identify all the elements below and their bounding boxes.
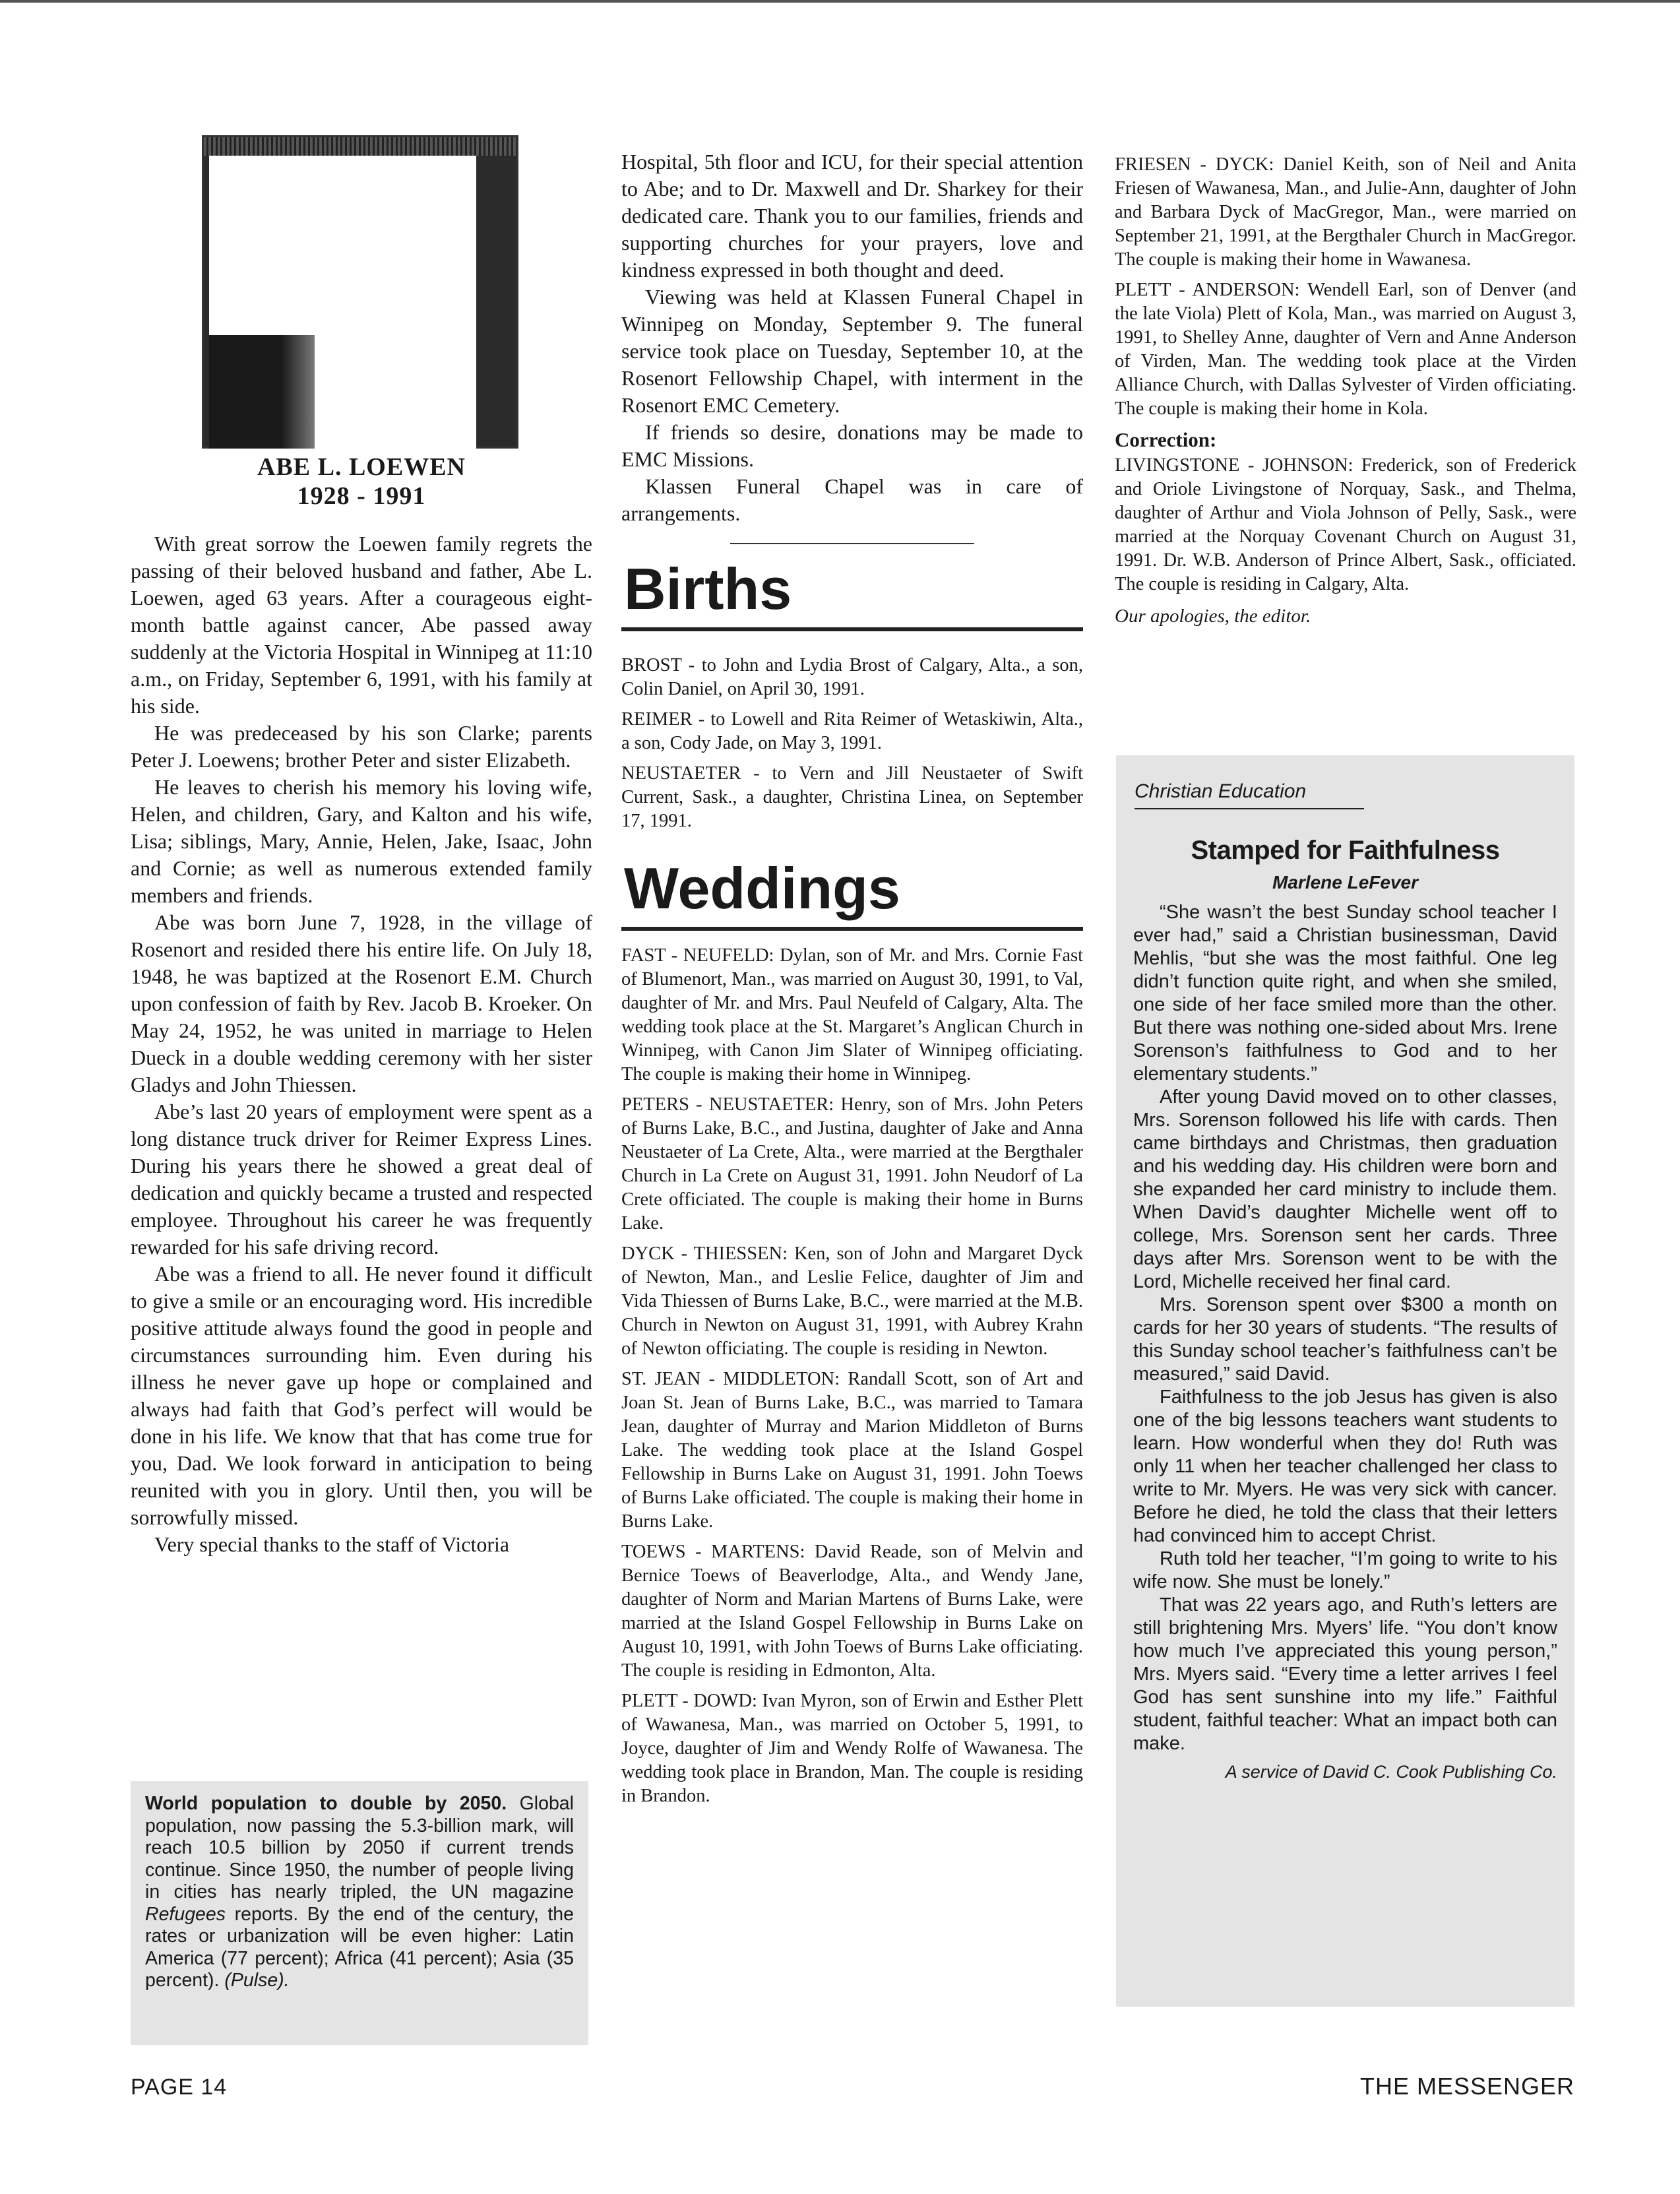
article-credit: A service of David C. Cook Publishing Co. (1225, 1762, 1557, 1782)
obituary-years: 1928 - 1991 (297, 482, 426, 510)
births-heading-rule (621, 627, 1083, 631)
population-note-headline: World population to double by 2050. (145, 1793, 507, 1814)
obituary-paragraph: Klassen Funeral Chapel was in care of arrangements. (621, 474, 1083, 525)
population-note: World population to double by 2050. Global population, now passing the 5.3-billion mark, will reach 10.5 billion by 2050 if current trends continue. Since 1950, the number of people living in cities has nearly tripled, the UN magazine Refugees reports. By the end of the century, the rates or urbanization will be even higher: Latin America (77 percent); Africa (41 percent); Asia (35 percent). (Pulse). (145, 1793, 574, 1991)
article-paragraph: Mrs. Sorenson spent over $300 a month on cards for her 30 years of students. “The results of this Sunday school teacher’s faithfulness can’t be measured,” said David. (1133, 1294, 1557, 1385)
top-border (0, 0, 1680, 3)
obituary-name: ABE L. LOEWEN (257, 453, 466, 481)
article-paragraph: Faithfulness to the job Jesus has given is also one of the big lessons teachers want students to learn. How wonderful when they do! Ruth was only 11 when her teacher challenged her class to write to Mr. Myers. He was very sick with cancer. Before he died, he told the class that their letters had convinced him to accept Christ. (1133, 1387, 1557, 1546)
editor-apology: Our apologies, the editor. (1115, 606, 1311, 627)
weddings-heading: Weddings (624, 856, 900, 921)
correction-notice: LIVINGSTONE - JOHNSON: Frederick, son of Frederick and Oriole Livingstone of Norquay, Sask., and Thelma, daughter of Arthur and Viola Johnson of Pelly, Sask., were married at the Norquay Covenant Church on August 31, 1991. Dr. W.B. Anderson of Prince Albert, Sask., officiated. The couple is residing in Calgary, Alta. (1115, 455, 1576, 594)
page-number: PAGE 14 (131, 2075, 228, 2100)
correction-notice-wrap (1115, 454, 1576, 596)
christian-education-box (1116, 755, 1574, 2007)
births-heading: Births (624, 556, 792, 621)
article-title: Stamped for Faithfulness (1191, 836, 1500, 865)
article-body (1133, 901, 1557, 1755)
christian-education-kicker: Christian Education (1135, 780, 1307, 802)
obituary-paragraph: Abe was born June 7, 1928, in the village of Rosenort and resided there his entire life. On July 18, 1948, he was baptized at the Rosenort E.M. Church upon confession of faith by Rev. Jacob B. Kroeker. On May 24, 1952, he was united in marriage to Helen Dueck in a double wedding ceremony with her sister Gladys and John Thiessen. (131, 910, 592, 1096)
birth-notice: BROST - to John and Lydia Brost of Calgary, Alta., a son, Colin Daniel, on April 30, 1991. (621, 655, 1083, 699)
kicker-underline (1135, 808, 1364, 809)
obituary-paragraph: Abe’s last 20 years of employment were spent as a long distance truck driver for Reimer Express Lines. During his years there he showed a great deal of dedication and quickly became a trusted and respected employee. Throughout his career he was frequently rewarded for his safe driving record. (131, 1100, 592, 1259)
article-paragraph: “She wasn’t the best Sunday school teacher I ever had,” said a Christian businessman, David Mehlis, “but she was the most faithful. One leg didn’t function quite right, and when she smiled, one side of her face smiled more than the other. But there was nothing one-sided about Mrs. Irene Sorenson’s faithfulness to God and to her elementary students.” (1133, 902, 1557, 1084)
wedding-notice: FRIESEN - DYCK: Daniel Keith, son of Neil and Anita Friesen of Wawanesa, Man., and Julie-Ann, daughter of John and Barbara Dyck of MacGregor, Man., were married on September 21, 1991, at the Bergthaler Church in MacGregor. The couple is making their home in Wawanesa. (1115, 154, 1576, 270)
article-paragraph: That was 22 years ago, and Ruth’s letters are still brightening Mrs. Myers’ life. “You don’t know how much I’ve appreciated this young person,” Mrs. Myers said. “Every time a letter arrives I feel God has sent sunshine into my life.” Faithful student, faithful teacher: What an impact both can make. (1133, 1594, 1557, 1754)
birth-notice: REIMER - to Lowell and Rita Reimer of Wetaskiwin, Alta., a son, Cody Jade, on May 3, 1991. (621, 709, 1083, 753)
obituary-paragraph: Hospital, 5th floor and ICU, for their special attention to Abe; and to Dr. Maxwell and Dr. Sharkey for their dedicated care. Thank you to our families, friends and supporting churches for your prayers, love and kindness expressed in both thought and deed. (621, 150, 1083, 282)
section-divider (730, 543, 974, 544)
publication-name: THE MESSENGER (1359, 2073, 1574, 2100)
obituary-paragraph: Very special thanks to the staff of Victoria (154, 1532, 510, 1556)
obituary-paragraph: He leaves to cherish his memory his loving wife, Helen, and children, Gary, and Kalton and his wife, Lisa; siblings, Mary, Annie, Helen, Jake, Isaac, John and Cornie; as well as numerous extended family members and friends. (131, 775, 592, 907)
weddings-list-continued (1115, 153, 1576, 421)
wedding-notice: FAST - NEUFELD: Dylan, son of Mr. and Mrs. Cornie Fast of Blumenort, Man., was married on August 30, 1991, to Val, daughter of Mr. and Mrs. Paul Neufeld of Calgary, Alta. The wedding took place at the St. Margaret’s Anglican Church in Winnipeg, with Canon Jim Slater of Winnipeg officiating. The couple is making their home in Winnipeg. (621, 945, 1083, 1084)
obituary-paragraph: If friends so desire, donations may be made to EMC Missions. (621, 420, 1083, 471)
births-list (621, 654, 1083, 833)
article-author: Marlene LeFever (1272, 872, 1418, 893)
population-note-source: (Pulse). (224, 1970, 290, 1991)
magazine-name: Refugees (145, 1903, 226, 1925)
obituary-continued (621, 148, 1083, 527)
obituary-paragraph: Abe was a friend to all. He never found it difficult to give a smile or an encouraging word. His incredible positive attitude always found the good in people and circumstances surrounding him. Even during his illness he never gave up hope or complained and always had faith that God’s perfect will would be done in his life. We know that that has come true for you, Dad. We look forward in anticipation to being reunited with you in glory. Until then, you will be sorrowfully missed. (131, 1262, 592, 1529)
obituary-column (131, 135, 592, 1558)
correction-label: Correction: (1115, 428, 1217, 451)
obituary-paragraph: He was predeceased by his son Clarke; parents Peter J. Loewens; brother Peter and sister Elizabeth. (131, 721, 592, 772)
right-column (1115, 153, 1576, 629)
wedding-notice: PLETT - ANDERSON: Wendell Earl, son of Denver (and the late Viola) Plett of Kola, Man., was married on August 3, 1991, to Shelley Anne, daughter of Vern and Anne Anderson of Virden, Man. The wedding took place at the Virden Alliance Church, with Dallas Sylvester of Virden officiating. The couple is making their home in Kola. (1115, 280, 1576, 419)
population-note-box (131, 1781, 588, 2045)
article-paragraph: After young David moved on to other classes, Mrs. Sorenson followed his life with cards. Then came birthdays and Christmas, then graduation and his wedding day. His children were born and she expanded her card ministry to include them. When David’s daughter Michelle went off to college, Mrs. Sorenson sent her cards. Three days after Mrs. Sorenson went to be with the Lord, Michelle received her final card. (1133, 1086, 1557, 1292)
wedding-notice: PLETT - DOWD: Ivan Myron, son of Erwin and Esther Plett of Wawanesa, Man., was married on October 5, 1991, to Joyce, daughter of Jim and Wendy Rolfe of Wawanesa. The wedding took place in Brandon, Man. The couple is residing in Brandon. (621, 1691, 1083, 1806)
article-paragraph: Ruth told her teacher, “I’m going to write to his wife now. She must be lonely.” (1133, 1548, 1557, 1592)
wedding-notice: ST. JEAN - MIDDLETON: Randall Scott, son of Art and Joan St. Jean of Burns Lake, B.C., was married to Tamara Jean, daughter of Murray and Marion Middleton of Burns Lake. The wedding took place at the Island Gospel Fellowship in Burns Lake on August 31, 1991. John Toews of Burns Lake officiated. The couple is making their home in Burns Lake. (621, 1369, 1083, 1532)
weddings-heading-rule (621, 927, 1083, 931)
obituary-photo (202, 135, 518, 449)
wedding-notice: TOEWS - MARTENS: David Reade, son of Melvin and Bernice Toews of Beaverlodge, Alta., and Wendy Jane, daughter of Norm and Marian Martens of Burns Lake, were married at the Island Gospel Fellowship in Burns Lake on August 10, 1991, with John Toews of Burns Lake officiating. The couple is residing in Edmonton, Alta. (621, 1542, 1083, 1681)
weddings-list (621, 944, 1083, 1808)
wedding-notice: DYCK - THIESSEN: Ken, son of John and Margaret Dyck of Newton, Man., and Leslie Felice, daughter of Jim and Vida Thiessen of Burns Lake, B.C., were married at the M.B. Church in Newton on August 31, 1991, with Aubrey Krahn of Newton officiating. The couple is residing in Newton. (621, 1243, 1083, 1359)
birth-notice: NEUSTAETER - to Vern and Jill Neustaeter of Swift Current, Sask., a daughter, Christina Linea, on September 17, 1991. (621, 763, 1083, 831)
obituary-paragraph: Viewing was held at Klassen Funeral Chapel in Winnipeg on Monday, September 9. The funeral service took place on Tuesday, September 10, at the Rosenort Fellowship Chapel, with interment in the Rosenort EMC Cemetery. (621, 285, 1083, 417)
obituary-paragraph: With great sorrow the Loewen family regrets the passing of their beloved husband and father, Abe L. Loewen, aged 63 years. After a courageous eight-month battle against cancer, Abe passed away suddenly at the Victoria Hospital in Winnipeg at 11:10 a.m., on Friday, September 6, 1991, with his family at his side. (131, 532, 592, 718)
obituary-body (131, 530, 592, 1558)
middle-column (621, 148, 1083, 1815)
wedding-notice: PETERS - NEUSTAETER: Henry, son of Mrs. John Peters of Burns Lake, B.C., and Justina, daughter of Jake and Anna Neustaeter of La Crete, Alta., were married at the Bergthaler Church in La Crete on August 31, 1991. John Neudorf of La Crete officiated. The couple is making their home in Burns Lake. (621, 1094, 1083, 1234)
